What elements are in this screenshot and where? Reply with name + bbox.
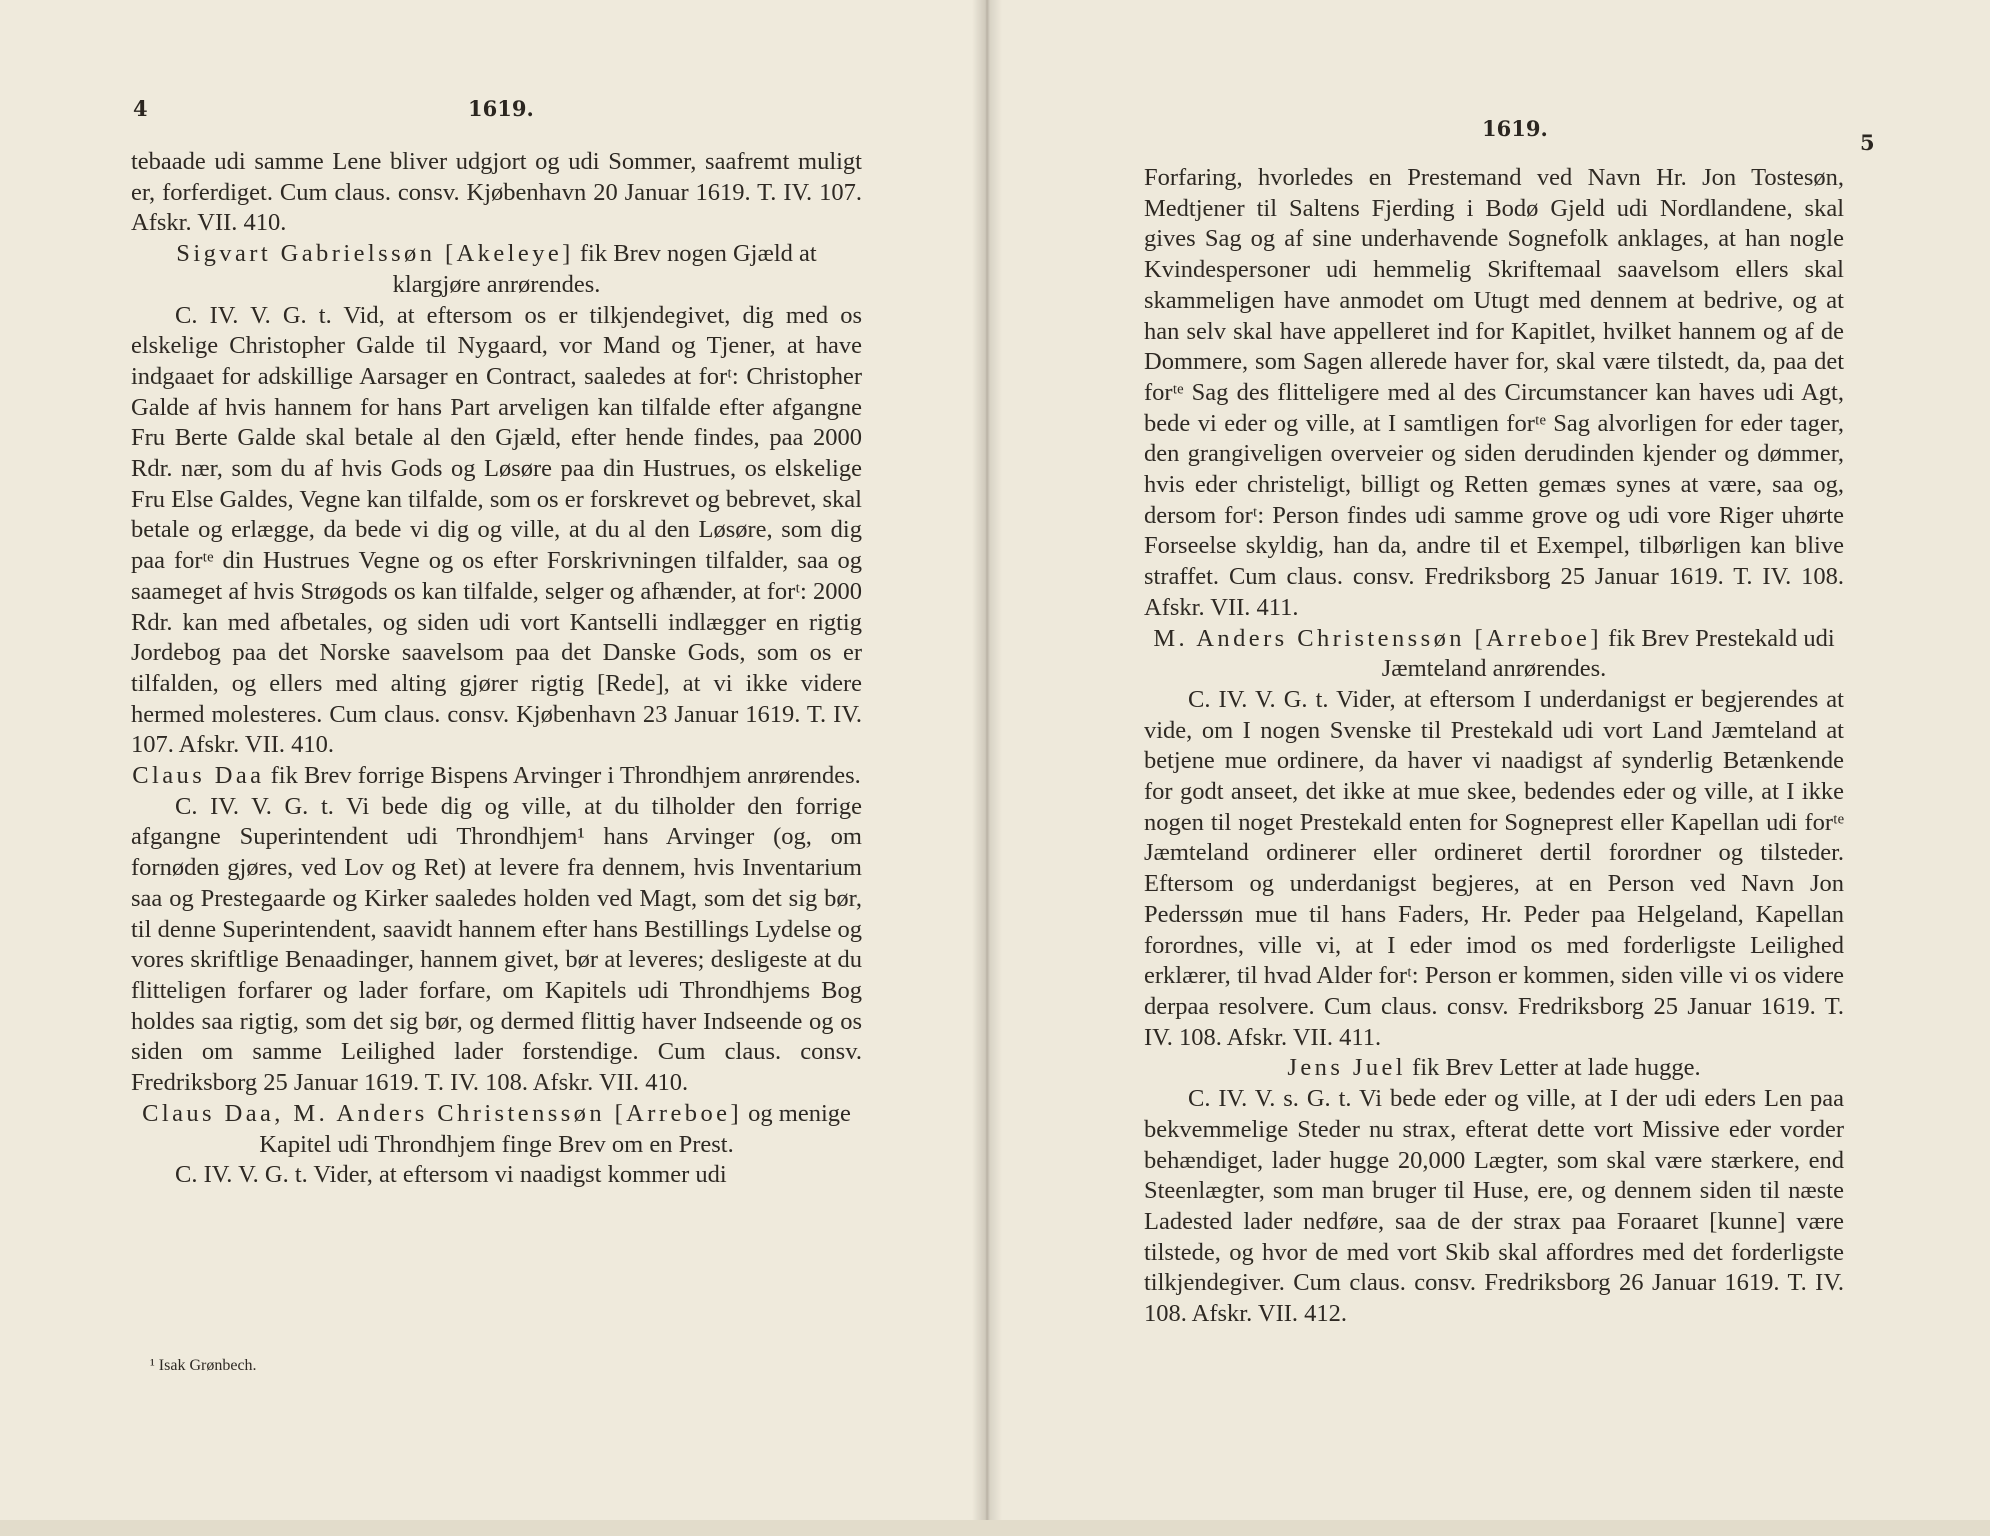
heading-name: Claus Daa, M. Anders Christenssøn [Arreboe] (142, 1099, 743, 1127)
left-year-header: 1619. (468, 96, 534, 121)
paragraph: C. IV. V. G. t. Vider, at eftersom vi naadigst kommer udi (175, 1161, 727, 1189)
entry-heading (131, 1099, 862, 1160)
right-page-number: 5 (1860, 130, 1875, 155)
right-page (985, 0, 1990, 1536)
heading-rest: og menige Kapitel udi Throndhjem finge Brev om en Prest. (259, 1099, 851, 1158)
entry-heading (1144, 624, 1844, 685)
page-bottom-edge (0, 1520, 1990, 1536)
entry-heading (1144, 1053, 1844, 1084)
left-text-column (131, 147, 862, 1191)
footnote: ¹ Isak Grønbech. (150, 1357, 257, 1374)
heading-rest: fik Brev Letter at lade hugge. (1406, 1054, 1701, 1082)
heading-name: M. Anders Christenssøn [Arreboe] (1153, 624, 1602, 652)
heading-rest: fik Brev nogen Gjæld at klargjøre anrørendes. (392, 240, 817, 298)
heading-name: Sigvart Gabrielssøn [Akeleye] (176, 240, 574, 268)
heading-rest: fik Brev forrige Bispens Arvinger i Throndhjem anrørendes. (264, 762, 861, 790)
entry-heading (131, 239, 862, 300)
paragraph: C. IV. V. G. t. Vi bede dig og ville, at du tilholder den forrige afgangne Superintendent udi Throndhjem¹ hans Arvinger (og, om fornøden gjøres, ved Lov og Ret) at levere fra dennem, hvis Inventarium saa og Prestegaarde og Kirker saaledes holden ved Magt, som det sig bør, til denne Superintendent, saavidt hannem efter hans Bestillings Lydelse og vores skriftlige Benaadinger, hannem givet, bør at leveres; desligeste at du flitteligen forfarer og lader forfare, om Kapitels udi Throndhjems Bog holdes saa rigtig, som det sig bør, og dermed flittig haver Indseende og os siden om samme Leilighed lader forstendige. Cum claus. consv. Fredriksborg 25 Januar 1619. T. IV. 108. Afskr. VII. 410. (131, 792, 862, 1097)
paragraph: tebaade udi samme Lene bliver udgjort og udi Sommer, saafremt muligt er, forferdiget. Cum claus. consv. Kjøbenhavn 20 Januar 1619. T. IV. 107. Afskr. VII. 410. (131, 148, 862, 237)
paragraph: Forfaring, hvorledes en Prestemand ved Navn Hr. Jon Tostesøn, Medtjener til Saltens Fjerding i Bodø Gjeld udi Nordlandene, skal gives Sag og af sine underhavende Sognefolk anklages, at han nogle Kvindespersoner udi hemmelig Skriftemaal saavelsom ellers skal skammeligen have anmodet om Utugt med dennem at bedrive, og at han selv skal have appelleret ind for Kapitlet, hvilket hannem og af de Dommere, som Sagen allerede haver for, skal være tilstedt, da, paa det forᵗᵉ Sag des flitteligere med al des Circumstancer kan haves udi Agt, bede vi eder og ville, at I samtligen forᵗᵉ Sag alvorligen for eder tager, den grangiveligen overveier og siden derudinden kjender og dømmer, hvis eder christeligt, billigt og Retten gemæs synes at være, saa og, dersom forᵗ: Person findes udi samme grove og udi vore Riger uhørte Forseelse skyldig, han da, andre til et Exempel, tilbørligen kan blive straffet. Cum claus. consv. Fredriksborg 25 Januar 1619. T. IV. 108. Afskr. VII. 411. (1144, 164, 1844, 621)
paragraph: C. IV. V. G. t. Vider, at eftersom I underdanigst er begjerendes at vide, om I nogen Svenske til Prestekald udi vort Land Jæmteland at betjene mue ordinere, da haver vi naadigst af synderlig Betænkende for godt anseet, det ikke at mue skee, bedendes eder og ville, at I ikke nogen til noget Prestekald enten for Sogneprest eller Kapellan udi forᵗᵉ Jæmteland ordinerer eller ordineret dertil forordner og tilsteder. Eftersom og underdanigst begjeres, at en Person ved Navn Jon Pederssøn mue til hans Faders, Hr. Peder paa Helgeland, Kapellan forordnes, ville vi, at I eder imod os med forderligste Leilighed erklærer, til hvad Alder forᵗ: Person er kommen, siden ville vi os videre derpaa resolvere. Cum claus. consv. Fredriksborg 25 Januar 1619. T. IV. 108. Afskr. VII. 411. (1144, 685, 1844, 1051)
left-page-number: 4 (133, 96, 148, 121)
paragraph: C. IV. V. s. G. t. Vi bede eder og ville, at I der udi eders Len paa bekvemmelige Steder nu strax, efterat dette vort Missive eder vorder behændiget, lader hugge 20,000 Lægter, som skal være stærkere, end Steenlægter, som man bruger til Huse, ere, og dennem siden til næste Ladested lader nedføre, saa de der strax paa Foraaret [kunne] være tilstede, og hvor de med vort Skib skal affordres med det forderligste tilkjendegiver. Cum claus. consv. Fredriksborg 26 Januar 1619. T. IV. 108. Afskr. VII. 412. (1144, 1085, 1844, 1328)
book-gutter (972, 0, 1002, 1536)
entry-heading (131, 761, 862, 792)
right-text-column (1144, 163, 1844, 1330)
left-page (0, 0, 985, 1536)
heading-name: Jens Juel (1287, 1054, 1407, 1082)
heading-rest: fik Brev Prestekald udi Jæmteland anrørendes. (1381, 624, 1835, 683)
paragraph: C. IV. V. G. t. Vid, at eftersom os er tilkjendegivet, dig med os elskelige Christopher Galde til Nygaard, vor Mand og Tjener, at have indgaaet for adskillige Aarsager en Contract, saaledes at forᵗ: Christopher Galde af hvis hannem for hans Part arveligen kan tilfalde efter afgangne Fru Berte Galde skal betale al den Gjæld, efter hende findes, paa 2000 Rdr. nær, som du af hvis Gods og Løsøre paa din Hustrues, os elskelige Fru Else Galdes, Vegne kan tilfalde, som os er forskrevet og bebrevet, skal betale og erlægge, da bede vi dig og ville, at du al den Løsøre, som dig paa forᵗᵉ din Hustrues Vegne og os efter Forskrivningen tilfalder, saa og saameget af hvis Strøgods os kan tilfalde, selger og afhænder, at forᵗ: 2000 Rdr. kan med afbetales, og siden udi vort Kantselli indlægger en rigtig Jordebog paa det Norske saavelsom paa det Danske Gods, som os er tilfalden, og ellers med alting gjører rigtig [Rede], at vi ikke videre hermed molesteres. Cum claus. consv. Kjøbenhavn 23 Januar 1619. T. IV. 107. Afskr. VII. 410. (131, 301, 862, 759)
right-year-header: 1619. (1482, 116, 1548, 141)
heading-name: Claus Daa (132, 762, 265, 790)
